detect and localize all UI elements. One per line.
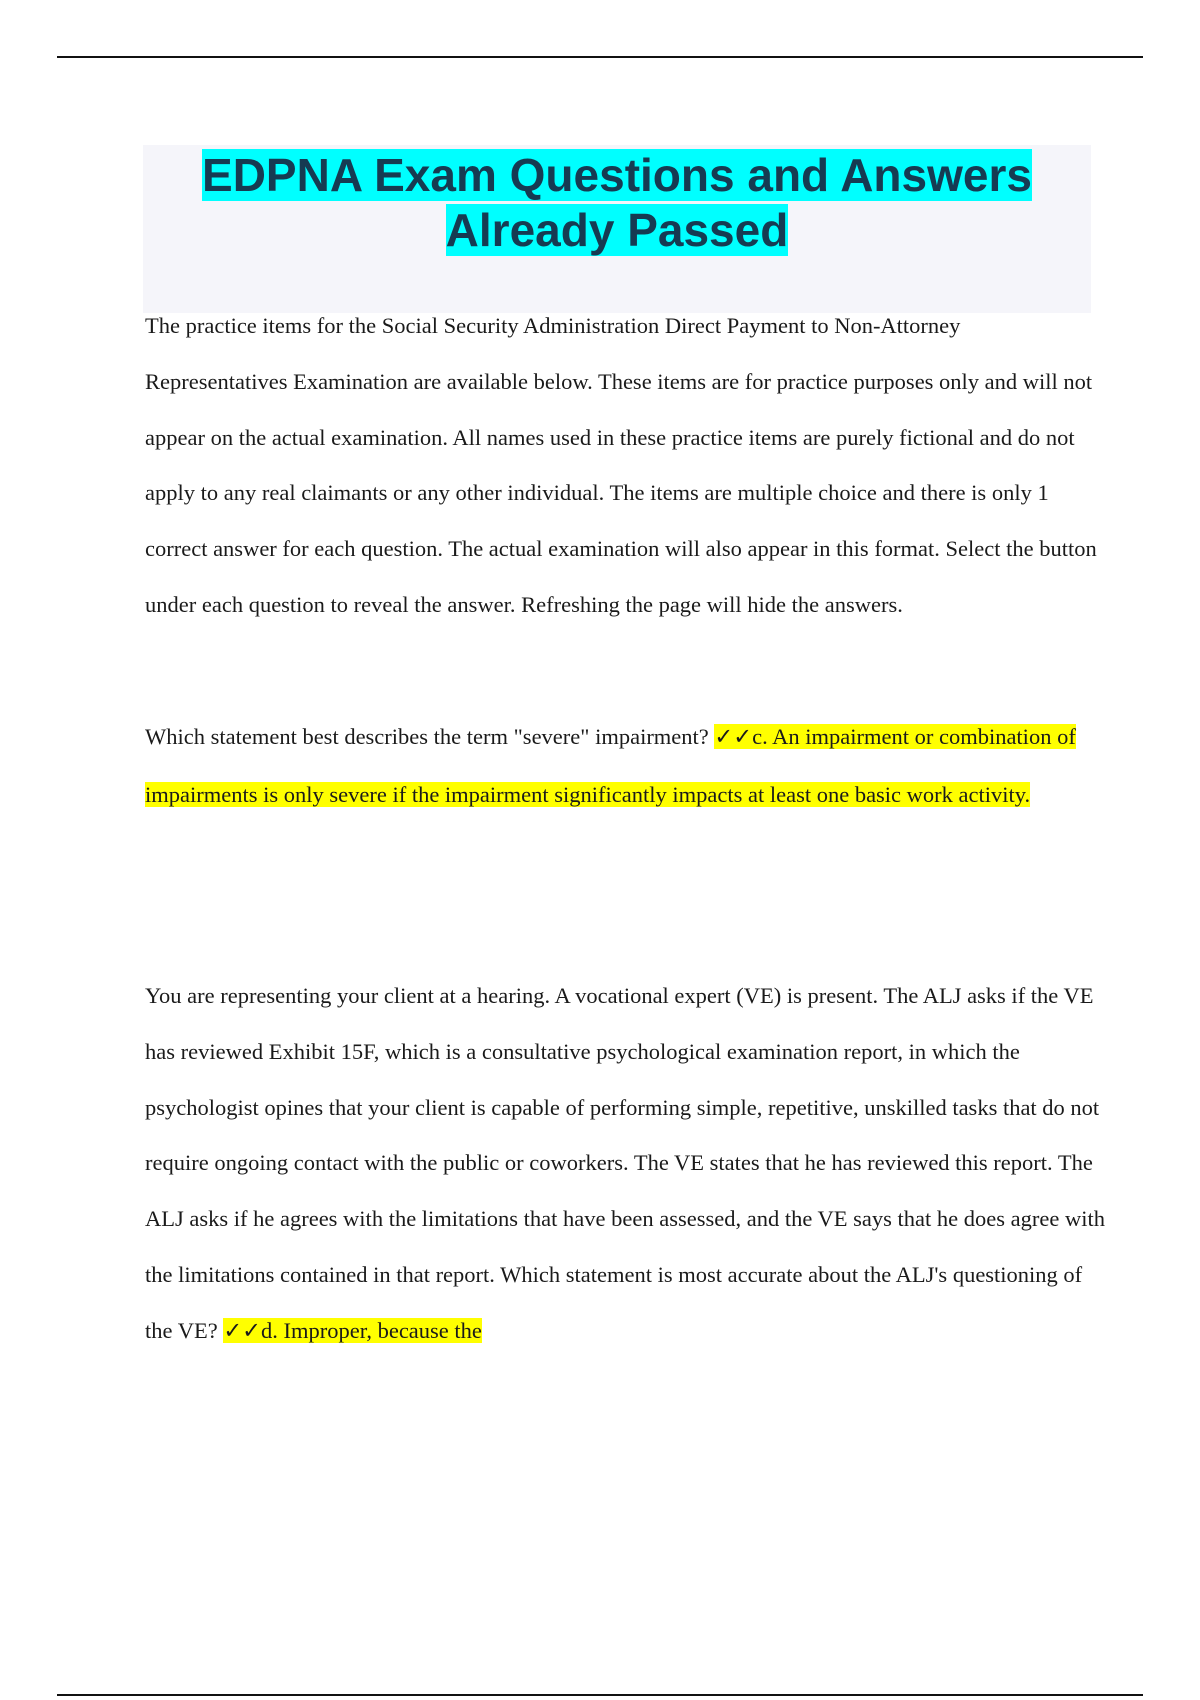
question-1-text: Which statement best describes the term "severe" impairment? — [145, 724, 709, 749]
question-1 — [145, 708, 1105, 824]
question-2 — [145, 968, 1105, 1359]
question-2-text: You are representing your client at a hearing. A vocational expert (VE) is present. The ALJ asks if the VE has reviewed Exhibit 15F, which is a consultative psychological examination report, in which the psychologist opines that your client is capable of performing simple, repetitive, unskilled tasks that do not require ongoing contact with the public or coworkers. The VE states that he has reviewed this report. The ALJ asks if he agrees with the limitations that have been assessed, and the VE says that he does agree with the limitations contained in that report. Which statement is most accurate about the ALJ's questioning of the VE? — [145, 983, 1105, 1343]
intro-paragraph: The practice items for the Social Security Administration Direct Payment to Non-Attorney Representatives Examination are available below. These items are for practice purposes only and will not appear on the actual examination. All names used in these practice items are purely fictional and do not apply to any real claimants or any other individual. The items are multiple choice and there is only 1 correct answer for each question. The actual examination will also appear in this format. Select the button under each question to reveal the answer. Refreshing the page will hide the answers. — [145, 313, 1097, 617]
header-rule — [57, 56, 1143, 58]
footer-rule — [57, 1694, 1143, 1696]
answer-2-highlight: ✓✓d. Improper, because the — [223, 1317, 482, 1343]
title-line-1: EDPNA Exam Questions and Answers — [202, 149, 1032, 201]
answer-1-highlight: ✓✓c. An impairment or combination of impairments is only severe if the impairment significantly impacts at least one basic work activity. — [145, 724, 1076, 807]
title-line-2: Already Passed — [445, 204, 789, 256]
document-title — [143, 145, 1091, 313]
